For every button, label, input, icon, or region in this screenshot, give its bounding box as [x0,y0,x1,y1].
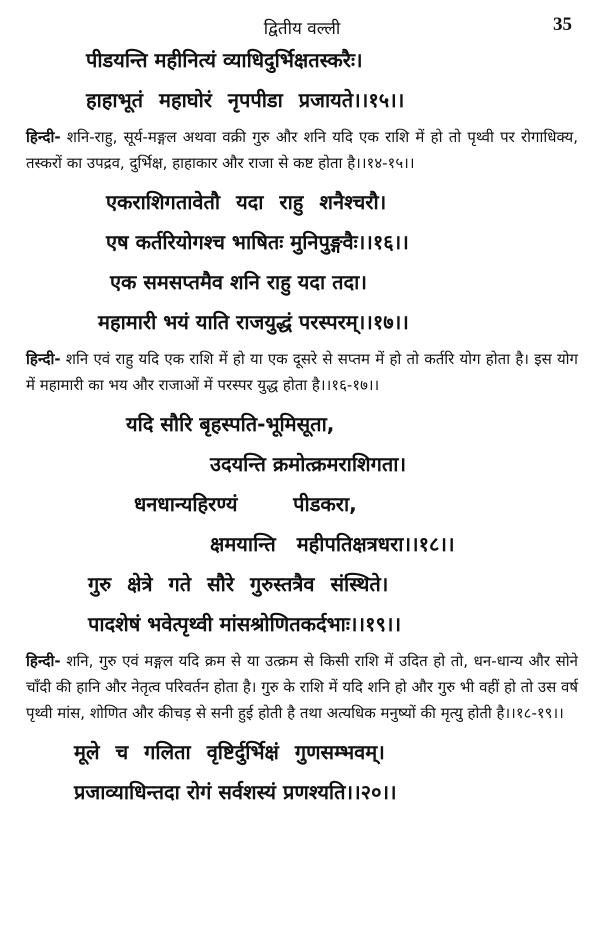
commentary-14-15 [26,124,578,176]
page-number: 35 [553,14,572,35]
verse-line: एष कर्तरियोगश्च भाषितः मुनिपुङ्गवैः।।१६।। [106,230,409,254]
verse-block-15 [26,40,578,120]
verse-line: धनधान्यहिरण्यं पीडकरा, [134,492,357,516]
verse-line: गुरु क्षेत्रे गते सौरे गुरुस्तत्रैव संस्थिते। [88,572,389,596]
verse-block-20 [26,732,578,812]
commentary-16-17 [26,346,578,398]
verse-line: हाहाभूतं महाघोरं नृपपीडा प्रजायते।।१५।। [86,88,405,112]
verse-line: पादशेषं भवेत्पृथ्वी मांसश्रोणितकर्दभाः।।१९।। [88,612,402,636]
verse-block-16-17 [26,182,578,342]
page-header [26,10,578,40]
verse-line: यदि सौरि बृहस्पति-भूमिसूता, [126,412,335,436]
commentary-text: शनि एवं राहु यदि एक राशि में हो या एक दूसरे से सप्तम में हो तो कर्तरि योग होता है। इस योग में महामारी का भय और राजाओं में परस्पर युद्ध होता है।।१६-१७।। [26,350,578,394]
verse-line: प्रजाव्याधिन्तदा रोगं सर्वशस्यं प्रणश्यति।।२०।। [74,780,397,804]
verse-line: एकराशिगतावेतौ यदा राहु शनैश्चरौ। [106,190,387,214]
verse-line: मूले च गलिता वृष्टिर्दुर्भिक्षं गुणसम्भवम्। [74,740,385,764]
commentary-label: हिन्दी- [26,350,61,368]
verse-line: पीडयन्ति महीनित्यं व्याधिदुर्भिक्षतस्करैः। [86,48,363,72]
commentary-text: शनि, गुरु एवं मङ्गल यदि क्रम से या उत्क्रम से किसी राशि में उदित हो तो, धन-धान्य और सोने चाँदी की हानि और नेतृत्व परिवर्तन होता है। गुरु के राशि में यदि शनि हो और गुरु भी वहीं हो तो उस वर्ष पृथ्वी मांस, शोणित और कीचड़ से सनी हुई होती है तथा अत्यधिक मनुष्यों की मृत्यु होती है।।१८-१९।। [26,652,578,722]
verse-block-18-19 [26,404,578,644]
commentary-text: शनि-राहु, सूर्य-मङ्गल अथवा वक्री गुरु और शनि यदि एक राशि में हो तो पृथ्वी पर रोगाधिक्य, तस्करों का उपद्रव, दुर्भिक्ष, हाहाकार और राजा से कष्ट होता है।।१४-१५।। [26,128,578,172]
running-head: द्वितीय वल्ली [263,19,341,39]
verse-line: महामारी भयं याति राजयुद्धं परस्परम्।।१७।। [98,310,409,334]
verse-line: उदयन्ति क्रमोत्क्रमराशिगता। [210,452,407,476]
verse-line: क्षमयान्ति महीपतिक्षत्रधरा।।१८।। [210,532,455,556]
commentary-18-19 [26,648,578,726]
verse-line: एक समसप्तमैव शनि राहु यदा तदा। [110,270,367,294]
commentary-label: हिन्दी- [26,128,61,146]
commentary-label: हिन्दी- [26,652,61,670]
